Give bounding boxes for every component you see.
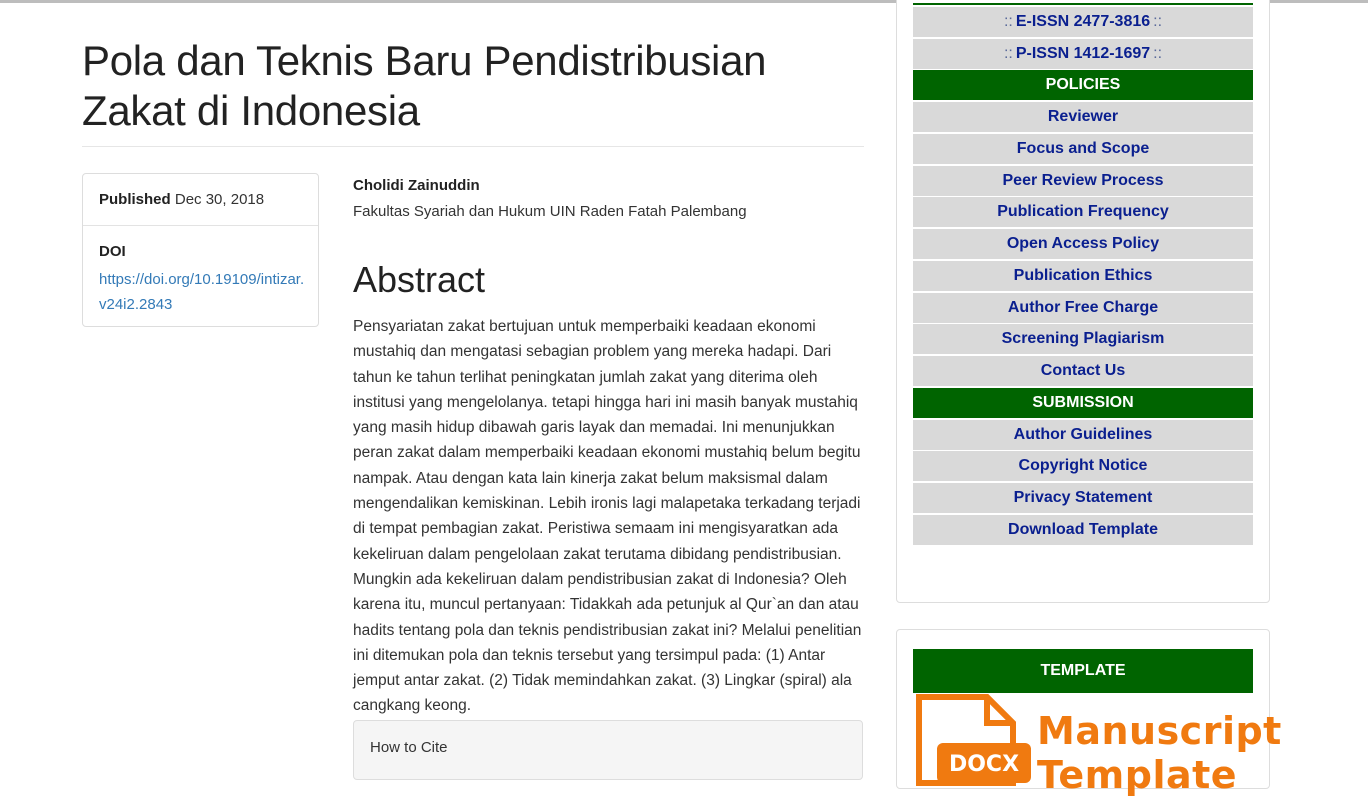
abstract-text: Pensyariatan zakat bertujuan untuk memperbaiki keadaan ekonomi mustahiq dan mengatasi sebagian problem yang mereka hadapi. Dari tahun ke tahun terlihat peningkatan jumlah zakat yang diterima oleh institusi yang mengelolanya. tetapi hingga hari ini masih banyak mustahiq yang masih hidup dibawah garis layak dan memadai. Ini menunjukkan peran zakat dalam memperbaiki keadaan ekonomi mustahiq belum begitu nampak. Atau dengan kata lain kinerja zakat belum maksismal dalam mengendalikan kemiskinan. Lebih ironis lagi malapetaka terkadang terjadi di tempat pembagian zakat. Peristiwa semaam ini mengisyaratkan ada kekeliruan dalam pengelolaan zakat terutama dibidang pendistribusian. Mungkin ada kekeliruan dalam pendistribusian zakat di Indonesia? Oleh karena itu, muncul pertanyaan: Tidakkah ada petunjuk al Qur`an dan atau hadits tentang pola dan teknis pendistribusian zakat ini? Melalui penelitian ini ditemukan pola dan teknis tersebut yang tersimpul pada: (1) Antar jemput antar zakat. (2) Tidak memindahkan zakat. (3) Lingkar (spiral) ala cangkang keong.	[353, 318, 862, 715]
policies-header: POLICIES	[913, 70, 1253, 100]
p-issn-link[interactable]	[913, 39, 1253, 69]
meta-divider	[83, 225, 318, 226]
e-issn-label: E-ISSN 2477-3816	[1015, 13, 1151, 30]
template-download-image[interactable]	[913, 693, 1282, 797]
e-issn-link[interactable]	[913, 7, 1253, 37]
p-issn-label: P-ISSN 1412-1697	[1015, 45, 1151, 62]
sidebar-item-privacy-statement[interactable]: Privacy Statement	[913, 483, 1253, 513]
sidebar-item-copyright-notice[interactable]: Copyright Notice	[913, 451, 1253, 481]
issn-prefix: ::	[1003, 13, 1013, 30]
docx-badge-text: DOCX	[948, 752, 1020, 777]
sidebar-item-download-template[interactable]: Download Template	[913, 515, 1253, 545]
author-name: Cholidi Zainuddin	[353, 177, 480, 194]
doi-label: DOI	[99, 243, 126, 260]
sidebar-item-peer-review[interactable]: Peer Review Process	[913, 166, 1253, 196]
issn-suffix: ::	[1153, 13, 1163, 30]
published-info	[99, 191, 264, 208]
sidebar-item-reviewer[interactable]: Reviewer	[913, 102, 1253, 132]
article-meta-panel	[82, 173, 319, 327]
title-divider	[82, 146, 864, 147]
how-to-cite-panel[interactable]	[353, 720, 863, 780]
how-to-cite-label: How to Cite	[370, 739, 448, 756]
doi-link[interactable]: https://doi.org/10.19109/intizar.v24i2.2843	[99, 271, 305, 313]
template-header: TEMPLATE	[913, 649, 1253, 693]
article-title: Pola dan Teknis Baru Pendistribusian Zakat di Indonesia	[82, 37, 767, 134]
sidebar-item-author-free-charge[interactable]: Author Free Charge	[913, 293, 1253, 323]
sidebar-item-author-guidelines[interactable]: Author Guidelines	[913, 420, 1253, 450]
published-date: Dec 30, 2018	[174, 191, 265, 208]
author-affiliation: Fakultas Syariah dan Hukum UIN Raden Fatah Palembang	[353, 203, 747, 220]
sidebar-item-publication-frequency[interactable]: Publication Frequency	[913, 197, 1253, 227]
sidebar-item-publication-ethics[interactable]: Publication Ethics	[913, 261, 1253, 291]
abstract-heading: Abstract	[353, 259, 486, 300]
template-image-text: Manuscript Template	[1037, 709, 1282, 797]
sidebar-item-contact-us[interactable]: Contact Us	[913, 356, 1253, 386]
published-label: Published	[99, 191, 171, 208]
submission-header: SUBMISSION	[913, 388, 1253, 418]
issn-prefix: ::	[1003, 45, 1013, 62]
sidebar-item-focus-scope[interactable]: Focus and Scope	[913, 134, 1253, 164]
sidebar-top-accent	[913, 3, 1253, 5]
sidebar-item-open-access[interactable]: Open Access Policy	[913, 229, 1253, 259]
issn-suffix: ::	[1153, 45, 1163, 62]
docx-file-icon	[913, 693, 1033, 777]
sidebar-item-screening-plagiarism[interactable]: Screening Plagiarism	[913, 324, 1253, 354]
